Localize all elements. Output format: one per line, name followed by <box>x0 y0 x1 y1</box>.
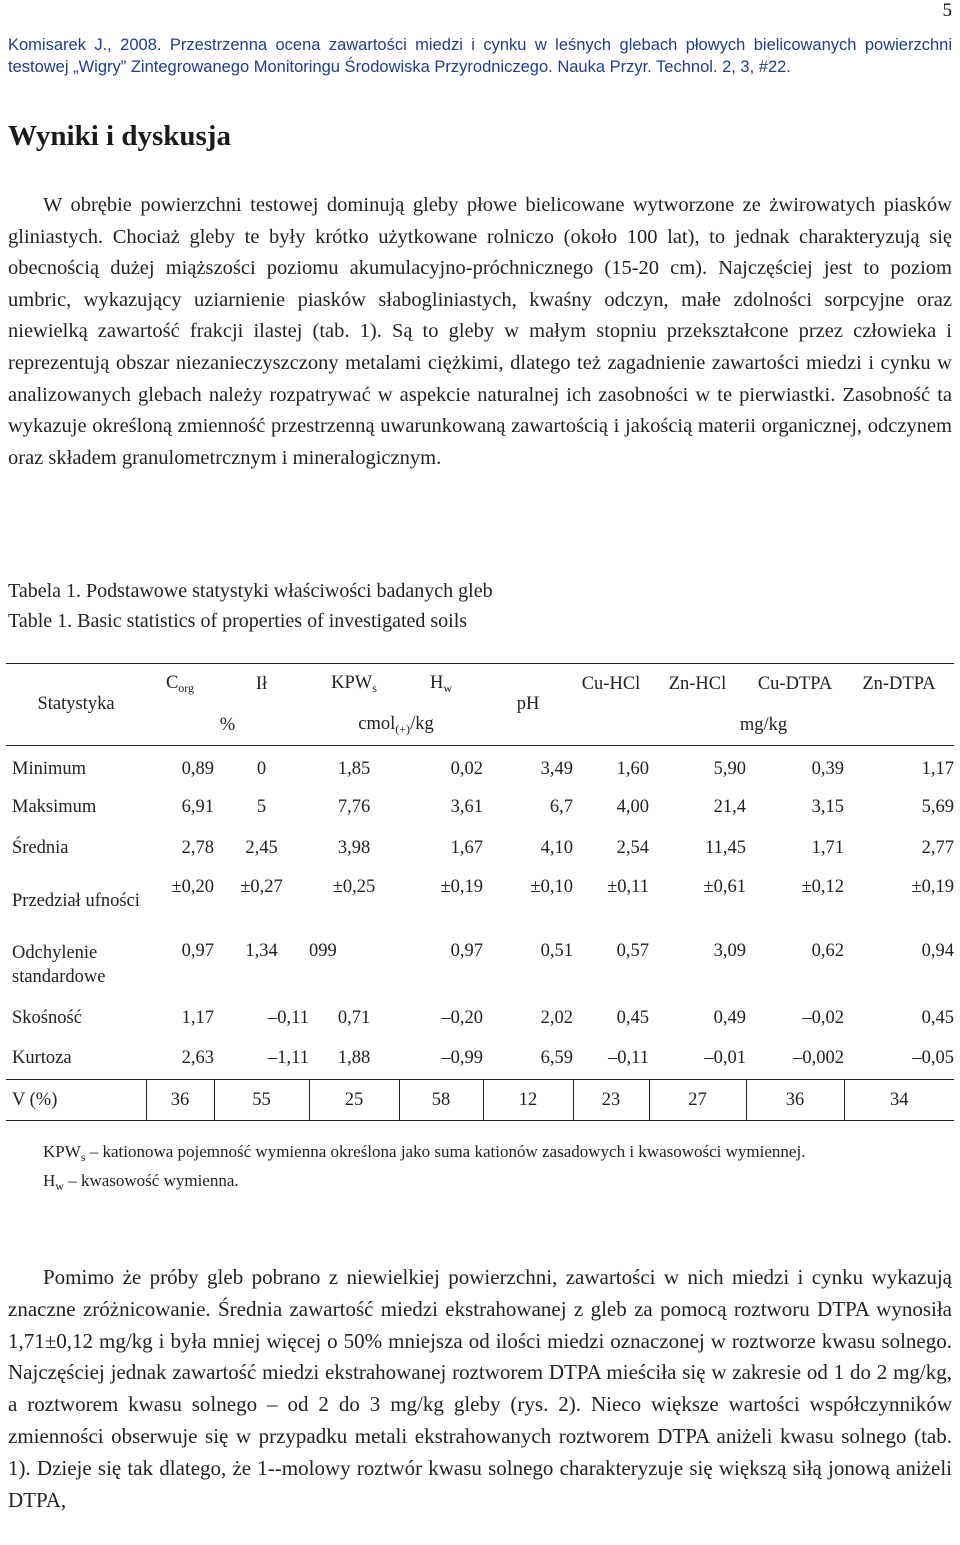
row-label: Minimum <box>12 758 87 779</box>
header-unit-cmol: cmol$_{(+)}$/kg <box>309 706 483 746</box>
header-cu-dtpa: Cu-DTPA <box>746 664 844 706</box>
footnote-hw: $H_w$ – kwasowość wymienna. <box>43 1171 239 1193</box>
cell: 36 <box>146 1080 214 1121</box>
cell: 6,7 <box>549 796 573 817</box>
cell: ±0,27 <box>240 876 283 897</box>
table-footnote <box>8 1140 952 1198</box>
cell: 5,69 <box>921 796 954 817</box>
cell: 2,78 <box>181 837 214 858</box>
cell: 55 <box>214 1080 309 1121</box>
cell: 3,61 <box>450 796 483 817</box>
cell: 1,60 <box>616 758 649 779</box>
header-unit-percent: % <box>146 706 309 746</box>
cell: ±0,61 <box>703 876 746 897</box>
cell: 0 <box>256 758 267 779</box>
cell: 1,17 <box>181 1007 214 1028</box>
table-row <box>6 1039 954 1080</box>
row-label: Maksimum <box>12 796 97 817</box>
cell: –0,11 <box>608 1048 649 1069</box>
table-caption <box>8 576 493 636</box>
row-label: Przedział ufności <box>12 890 140 911</box>
body-paragraph-1: W obrębie powierzchni testowej dominują gleby płowe bielicowane wytworzone ze żwirowatych piasków gliniastych. Chociaż gleby te były krótko użytkowane rolniczo (około 100 lat), to jednak charakteryzują się obecnością dużej miąższości poziomu akumulacyjno-próchnicznego (15-20 cm). Najczęściej jest to poziom umbric, wykazujący uziarnienie piasków słabogliniastych, kwaśny odczyn, małe zdolności sorpcyjne oraz niewielką zawartość frakcji ilastej (tab. 1). Są to gleby w małym stopniu przekształcone przez człowieka i reprezentują obszar niezanieczyszczony metalami ciężkimi, dlatego też zagadnienie zawartości miedzi i cynku w analizowanych glebach należy rozpatrywać w aspekcie naturalnej ich zasobności w te pierwiastki. Zasobność ta wykazuje określoną zmienność przestrzenną uwarunkowaną zawartością i jakością materii organicznej, odczynem oraz składem granulometrcznym i mineralogicznym. <box>8 194 952 469</box>
row-label: V (%) <box>6 1080 146 1121</box>
cell: 099 <box>309 940 337 961</box>
cell: 2,45 <box>245 837 278 858</box>
cell: ±0,25 <box>332 876 376 897</box>
cell: 6,59 <box>540 1048 573 1069</box>
table-row <box>6 1080 954 1121</box>
cell: 1,67 <box>450 837 483 858</box>
row-label: Skośność <box>12 1007 82 1028</box>
cell: 4,00 <box>616 796 649 817</box>
cell: 0,49 <box>713 1007 746 1028</box>
cell: 27 <box>649 1080 746 1121</box>
header-ph: pH <box>483 664 573 746</box>
header-cu-hcl: Cu-HCl <box>573 664 649 706</box>
cell: 3,09 <box>713 940 746 961</box>
cell: 58 <box>399 1080 483 1121</box>
cell: 3,15 <box>811 796 844 817</box>
cell: 5,90 <box>713 758 746 779</box>
cell: 23 <box>573 1080 649 1121</box>
cell: 1,17 <box>921 758 954 779</box>
cell: 25 <box>309 1080 399 1121</box>
cell: –0,01 <box>704 1048 746 1069</box>
cell: 2,02 <box>540 1007 573 1028</box>
cell: 36 <box>746 1080 844 1121</box>
table-row <box>6 746 954 787</box>
citation-header: Komisarek J., 2008. Przestrzenna ocena zawartości miedzi i cynku w leśnych glebach płowych bielicowanych powierzchni testowej „Wigry” Zintegrowanego Monitoringu Środowiska Przyrodniczego. Nauka Przyr. Technol. 2, 3, #22. <box>8 36 952 76</box>
cell: 0,45 <box>921 1007 954 1028</box>
cell: ±0,10 <box>530 876 573 897</box>
cell: 0,97 <box>181 940 214 961</box>
cell: 3,49 <box>540 758 573 779</box>
header-zn-hcl: Zn-HCl <box>649 664 746 706</box>
row-label: Średnia <box>12 837 69 858</box>
cell: 1,88 <box>337 1048 371 1069</box>
cell: 1,34 <box>245 940 278 961</box>
cell: 0,71 <box>337 1007 371 1028</box>
table-row <box>6 933 954 998</box>
cell: 0,62 <box>811 940 844 961</box>
body-paragraph-2: Pomimo że próby gleb pobrano z niewielkiej powierzchni, zawartości w nich miedzi i cynku wykazują znaczne zróżnicowanie. Średnia zawartość miedzi ekstrahowanej z gleb za pomocą roztworu DTPA wynosiła 1,71±0,12 mg/kg i była mniej więcej o 50% mniejsza od ilości miedzi oznaczonej w roztworze kwasu solnego. Najczęściej jednak zawartość miedzi ekstrahowanej roztworem DTPA mieściła się w zakresie od 1 do 2 mg/kg, a roztworem kwasu solnego – od 2 do 3 mg/kg gleby (rys. 2). Nieco większe wartości współczynników zmienności obserwuje się w przypadku metali ekstrahowanych roztworem DTPA aniżeli kwasu solnego (tab. 1). Dzieje się tak dlatego, że 1--molowy roztwór kwasu solnego charakteryzuje się większą siłą jonową aniżeli DTPA, <box>8 1265 952 1512</box>
cell: ±0,19 <box>440 876 483 897</box>
cell: 34 <box>844 1080 954 1121</box>
header-statystyka: Statystyka <box>6 664 146 746</box>
table-row <box>6 787 954 828</box>
table-row <box>6 998 954 1039</box>
cell: –0,99 <box>441 1048 483 1069</box>
cell: 0,51 <box>540 940 573 961</box>
header-zn-dtpa: Zn-DTPA <box>844 664 954 706</box>
cell: 6,91 <box>181 796 214 817</box>
cell: –0,11 <box>268 1007 309 1028</box>
header-unit-mgkg: mg/kg <box>573 706 954 746</box>
cell: –0,002 <box>793 1048 844 1069</box>
cell: 0,89 <box>181 758 214 779</box>
table-caption-pl: Tabela 1. Podstawowe statystyki właściwości badanych gleb <box>8 580 493 602</box>
cell: 0,45 <box>616 1007 649 1028</box>
header-kpw: $KPW_s$ <box>309 664 399 706</box>
cell: 0,39 <box>811 758 844 779</box>
cell: –1,11 <box>268 1048 309 1069</box>
cell: ±0,12 <box>801 876 844 897</box>
table-row <box>6 828 954 869</box>
page-number: 5 <box>942 0 952 21</box>
cell: 0,57 <box>616 940 649 961</box>
header-hw: $H_w$ <box>399 664 483 706</box>
cell: 0,94 <box>921 940 954 961</box>
cell: 2,63 <box>181 1048 214 1069</box>
section-heading: Wyniki i dyskusja <box>8 120 231 152</box>
cell: 2,54 <box>616 837 649 858</box>
cell: 1,71 <box>811 837 844 858</box>
cell: 2,77 <box>921 837 954 858</box>
header-corg: $C_{org}$ <box>146 664 214 706</box>
cell: 3,98 <box>337 837 371 858</box>
cell: 5 <box>256 796 267 817</box>
cell: 1,85 <box>337 758 371 779</box>
cell: 4,10 <box>540 837 573 858</box>
row-label: Kurtoza <box>12 1048 72 1069</box>
cell: ±0,19 <box>911 876 954 897</box>
table-caption-en: Table 1. Basic statistics of properties of investigated soils <box>8 610 468 632</box>
row-label: Odchylenie standardowe <box>12 943 106 987</box>
cell: 7,76 <box>337 796 371 817</box>
cell: 21,4 <box>713 796 746 817</box>
cell: –0,02 <box>802 1007 844 1028</box>
cell: 0,02 <box>450 758 483 779</box>
cell: –0,05 <box>912 1048 954 1069</box>
header-il: Ił <box>214 664 309 706</box>
cell: ±0,20 <box>171 876 214 897</box>
cell: 0,97 <box>450 940 483 961</box>
statistics-table <box>6 663 954 1121</box>
cell: –0,20 <box>441 1007 483 1028</box>
table-row <box>6 869 954 933</box>
footnote-kpw: $KPW_s$ – kationowa pojemność wymienna określona jako suma kationów zasadowych i kwasowości wymiennej. <box>43 1142 806 1164</box>
cell: 11,45 <box>705 837 746 858</box>
cell: 12 <box>483 1080 573 1121</box>
cell: ±0,11 <box>607 876 649 897</box>
